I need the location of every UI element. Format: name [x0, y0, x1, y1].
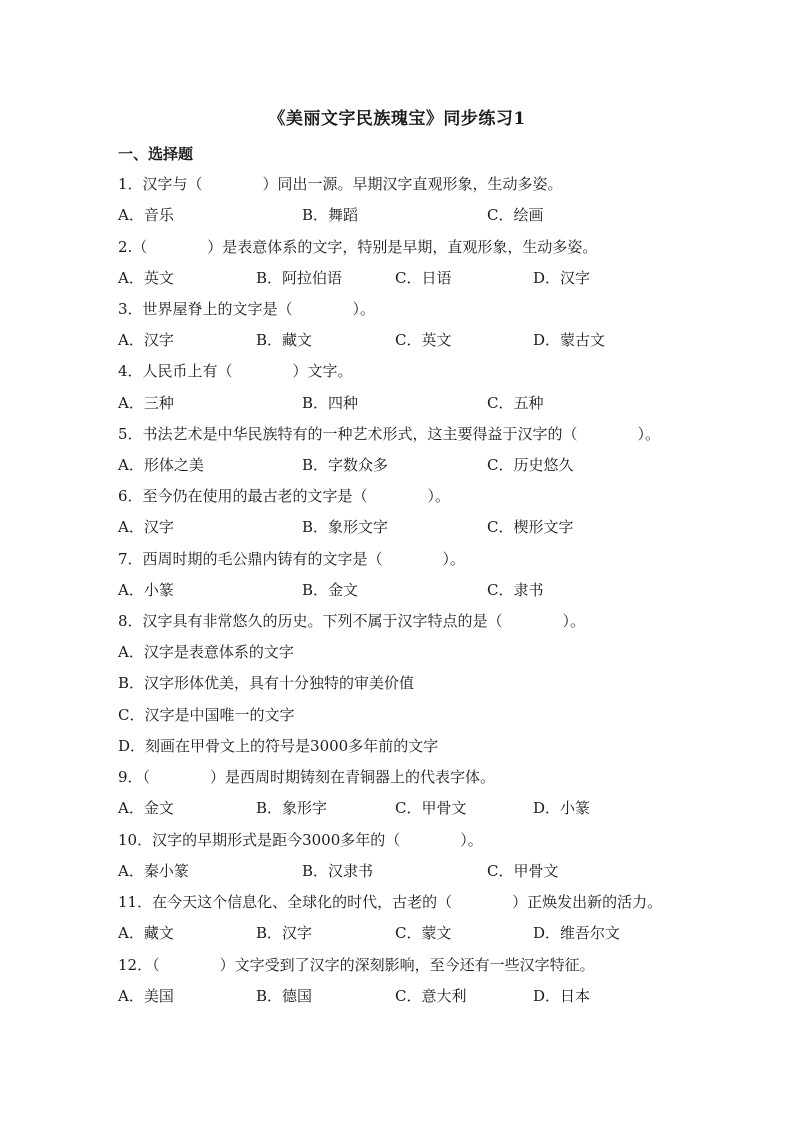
question-4-stem: 4．人民币上有（ ）文字。	[118, 362, 353, 380]
option-c: C．五种	[487, 394, 544, 412]
option-b: B．阿拉伯语	[256, 269, 343, 287]
option-c: C．楔形文字	[487, 518, 574, 536]
question-3-stem: 3．世界屋脊上的文字是（ ）。	[118, 300, 376, 318]
option-b: B．汉字	[256, 924, 313, 942]
option-d: D．蒙古文	[533, 331, 606, 349]
question-8-stem: 8．汉字具有非常悠久的历史。下列不属于汉字特点的是（ ）。	[118, 612, 586, 630]
option-b: B．德国	[256, 987, 313, 1005]
question-8-option-c: C．汉字是中国唯一的文字	[118, 706, 295, 724]
option-a: A．形体之美	[118, 456, 204, 474]
question-6-stem: 6．至今仍在使用的最古老的文字是（ ）。	[118, 487, 451, 505]
option-a: A．金文	[118, 799, 174, 817]
option-d: D．小篆	[533, 799, 591, 817]
option-a: A．藏文	[118, 924, 174, 942]
page-title: 《美丽文字民族瑰宝》同步练习1	[268, 109, 526, 129]
option-c: C．日语	[395, 269, 452, 287]
option-c: C．隶书	[487, 581, 544, 599]
option-a: A．音乐	[118, 206, 174, 224]
option-d: D．维吾尔文	[533, 924, 621, 942]
question-8-option-a: A．汉字是表意体系的文字	[118, 643, 294, 661]
question-8-option-d: D．刻画在甲骨文上的符号是3000多年前的文字	[118, 737, 439, 755]
option-b: B．四种	[302, 394, 359, 412]
question-7-stem: 7．西周时期的毛公鼎内铸有的文字是（ ）。	[118, 550, 466, 568]
option-a: A．汉字	[118, 518, 174, 536]
question-10-stem: 10．汉字的早期形式是距今3000多年的（ ）。	[118, 831, 483, 849]
option-a: A．英文	[118, 269, 174, 287]
option-b: B．字数众多	[302, 456, 389, 474]
option-b: B．舞蹈	[302, 206, 359, 224]
question-9-stem: 9．（ ）是西周时期铸刻在青铜器上的代表字体。	[118, 768, 496, 786]
option-b: B．藏文	[256, 331, 313, 349]
option-c: C．蒙文	[395, 924, 452, 942]
option-c: C．甲骨文	[487, 862, 559, 880]
section-heading: 一、选择题	[118, 145, 194, 163]
option-a: A．美国	[118, 987, 174, 1005]
option-b: B．汉隶书	[302, 862, 374, 880]
option-b: B．象形文字	[302, 518, 389, 536]
option-c: C．英文	[395, 331, 452, 349]
option-c: C．甲骨文	[395, 799, 467, 817]
question-5-stem: 5．书法艺术是中华民族特有的一种艺术形式，这主要得益于汉字的（ ）。	[118, 425, 661, 443]
option-c: C．意大利	[395, 987, 467, 1005]
option-c: C．绘画	[487, 206, 544, 224]
question-12-stem: 12．（ ）文字受到了汉字的深刻影响，至今还有一些汉字特征。	[118, 956, 595, 974]
question-2-stem: 2.（ ）是表意体系的文字，特别是早期，直观形象，生动多姿。	[118, 238, 598, 256]
option-a: A．小篆	[118, 581, 174, 599]
option-b: B．象形字	[256, 799, 328, 817]
option-b: B．金文	[302, 581, 359, 599]
option-c: C．历史悠久	[487, 456, 574, 474]
option-a: A．三种	[118, 394, 174, 412]
question-11-stem: 11．在今天这个信息化、全球化的时代，古老的（ ）正焕发出新的活力。	[118, 893, 663, 911]
option-d: D．汉字	[533, 269, 591, 287]
option-a: A．秦小篆	[118, 862, 189, 880]
option-a: A．汉字	[118, 331, 174, 349]
question-8-option-b: B．汉字形体优美，具有十分独特的审美价值	[118, 674, 415, 692]
question-1-stem: 1．汉字与（ ）同出一源。早期汉字直观形象，生动多姿。	[118, 175, 563, 193]
option-d: D．日本	[533, 987, 591, 1005]
